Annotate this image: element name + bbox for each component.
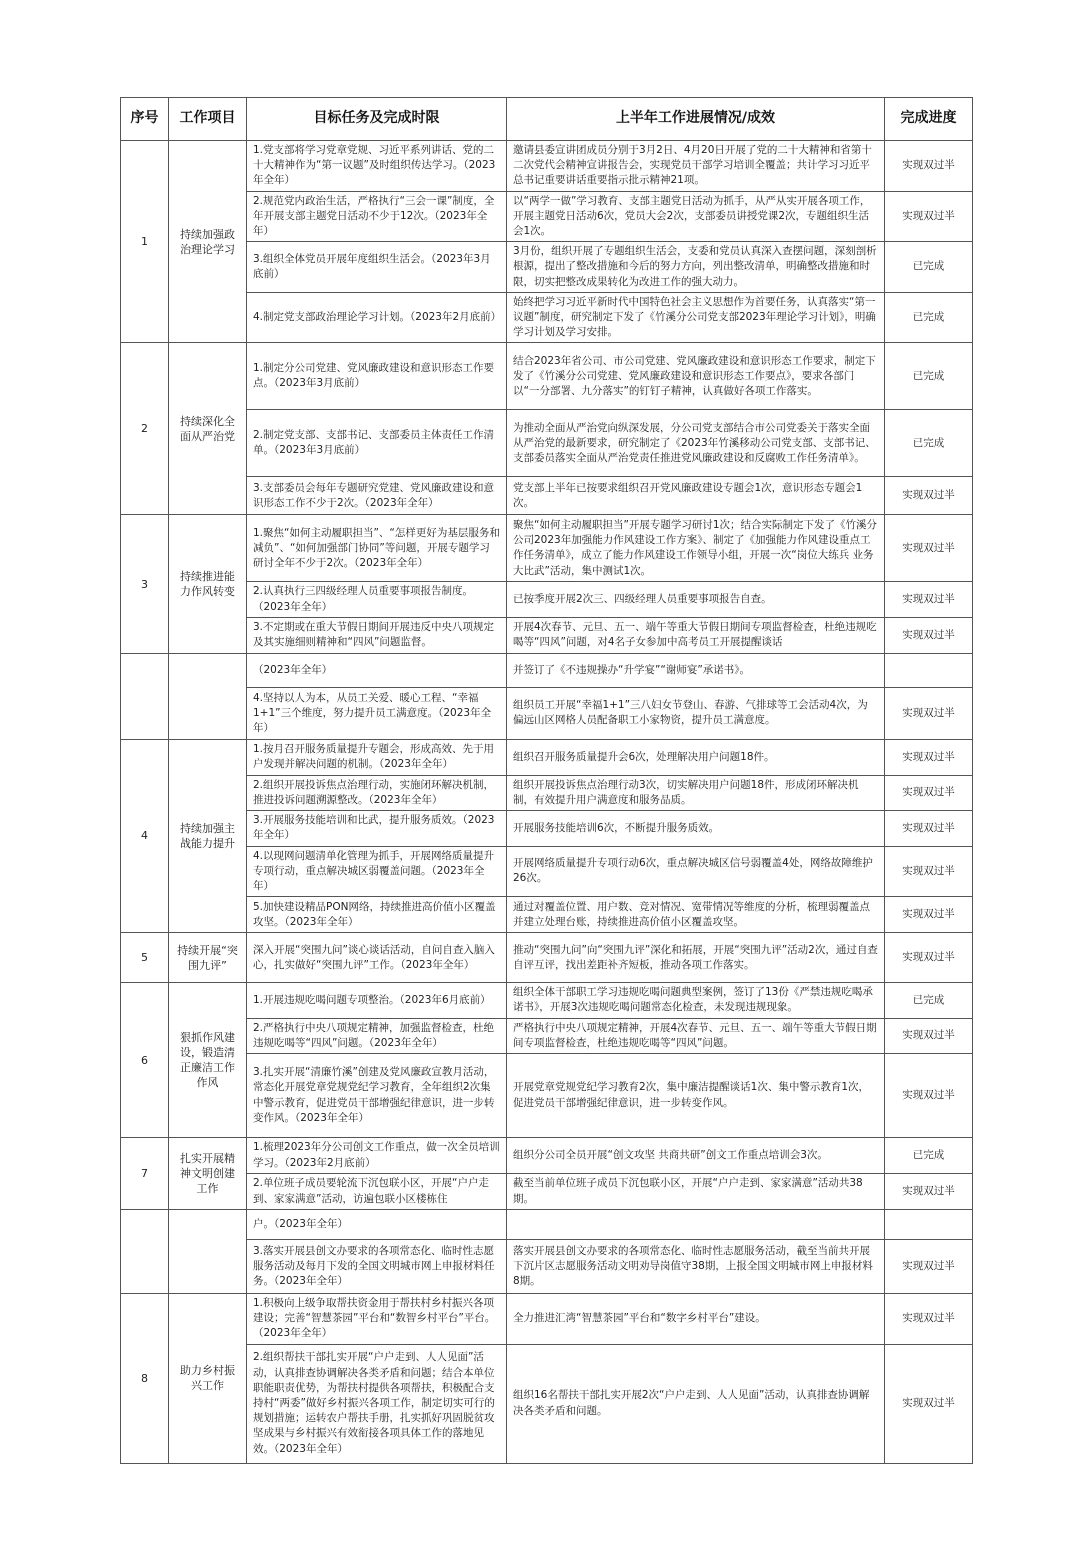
table-row <box>121 582 973 617</box>
work-item: 持续推进能力作风转变 <box>169 515 247 653</box>
task-cell: 1.开展违规吃喝问题专项整治。（2023年6月底前） <box>247 983 507 1018</box>
task-cell: 3.扎实开展“清廉竹溪”创建及党风廉政宣教月活动，常态化开展党章党规党纪学习教育，全年组织2次集中警示教育，促进党员干部增强纪律意识，进一步转变作风。（2023年全年） <box>247 1054 507 1138</box>
status-cell: 实现双过半 <box>885 1240 973 1294</box>
task-cell: 1.制定分公司党建、党风廉政建设和意识形态工作要点。（2023年3月底前） <box>247 343 507 410</box>
table-row <box>121 1174 973 1210</box>
task-cell: 3.开展服务技能培训和比武，提升服务质效。（2023年全年） <box>247 811 507 846</box>
header-progress: 上半年工作进展情况/成效 <box>507 98 885 141</box>
row-number: 7 <box>121 1138 169 1210</box>
status-cell: 已完成 <box>885 410 973 477</box>
status-cell: 实现双过半 <box>885 1294 973 1345</box>
table-row <box>121 242 973 293</box>
status-cell: 实现双过半 <box>885 1018 973 1053</box>
task-cell: 1.聚焦“如何主动履职担当”、“怎样更好为基层服务和减负”、“如何加强部门协同”等问题，开展专题学习研讨全年不少于2次。（2023年全年） <box>247 515 507 582</box>
work-item: 持续深化全面从严治党 <box>169 343 247 515</box>
work-item: 扎实开展精神文明创建工作 <box>169 1138 247 1210</box>
table-row <box>121 141 973 192</box>
status-cell: 实现双过半 <box>885 933 973 983</box>
status-cell: 实现双过半 <box>885 1174 973 1210</box>
progress-cell: 邀请县委宣讲团成员分别于3月2日、4月20日开展了党的二十大精神和省第十二次党代会精神宣讲报告会，实现党员干部学习培训全覆盖；共计学习习近平总书记重要讲话重要指示批示精神21项。 <box>507 141 885 192</box>
table-row <box>121 897 973 933</box>
status-cell: 实现双过半 <box>885 617 973 653</box>
table-row <box>121 1138 973 1174</box>
progress-cell: 已按季度开展2次三、四级经理人员重要事项报告自查。 <box>507 582 885 617</box>
progress-cell: 严格执行中央八项规定精神，开展4次春节、元旦、五一、端午等重大节假日期间专项监督检查，杜绝违规吃喝等“四风”问题。 <box>507 1018 885 1053</box>
status-cell: 已完成 <box>885 1138 973 1174</box>
task-cell: 2.严格执行中央八项规定精神，加强监督检查，杜绝违规吃喝等“四风”问题。（2023年全年） <box>247 1018 507 1053</box>
progress-cell: 落实开展县创文办要求的各项常态化、临时性志愿服务活动，截至当前共开展下沉片区志愿服务活动文明劝导岗值守38期，上报全国文明城市网上申报材料8期。 <box>507 1240 885 1294</box>
task-cell: 4.以现网问题清单化管理为抓手，开展网络质量提升专项行动，重点解决城区弱覆盖问题。（2023年全年） <box>247 846 507 897</box>
header-seq: 序号 <box>121 98 169 141</box>
status-cell <box>885 653 973 687</box>
progress-cell: 始终把学习习近平新时代中国特色社会主义思想作为首要任务，认真落实“第一议题”制度，研究制定下发了《竹溪分公司党支部2023年理论学习计划》，明确学习计划及学习安排。 <box>507 292 885 343</box>
table-row <box>121 1018 973 1053</box>
status-cell: 已完成 <box>885 292 973 343</box>
task-cell: 3.不定期或在重大节假日期间开展违反中央八项规定及其实施细则精神和“四风”问题监督。 <box>247 617 507 653</box>
table-row <box>121 343 973 410</box>
table-row <box>121 933 973 983</box>
task-cell: 4.坚持以人为本，从员工关爱、暖心工程、“幸福1+1”三个维度，努力提升员工满意度。（2023年全年） <box>247 687 507 739</box>
table-row <box>121 1344 973 1463</box>
status-cell <box>885 1210 973 1240</box>
progress-cell: 结合2023年省公司、市公司党建、党风廉政建设和意识形态工作要求，制定下发了《竹溪分公司党建、党风廉政建设和意识形态工作要点》，要求各部门以“一分部署、九分落实”的钉钉子精神，认真做好各项工作落实。 <box>507 343 885 410</box>
table-row <box>121 1294 973 1345</box>
task-cell: 户。（2023年全年） <box>247 1210 507 1240</box>
table-row <box>121 983 973 1018</box>
row-number <box>121 653 169 739</box>
progress-cell: 以“两学一做”学习教育、支部主题党日活动为抓手，从严从实开展各项工作，开展主题党日活动6次，党员大会2次，支部委员讲授党课2次，专题组织生活会1次。 <box>507 191 885 242</box>
status-cell: 已完成 <box>885 242 973 293</box>
status-cell: 实现双过半 <box>885 775 973 810</box>
progress-cell <box>507 1210 885 1240</box>
progress-cell: 推动“突围九问”向“突围九评”深化和拓展，开展“突围九评”活动2次，通过自查自评互评，找出差距补齐短板，推动各项工作落实。 <box>507 933 885 983</box>
status-cell: 实现双过半 <box>885 687 973 739</box>
table-row <box>121 515 973 582</box>
table-row <box>121 687 973 739</box>
header-item: 工作项目 <box>169 98 247 141</box>
status-cell: 实现双过半 <box>885 846 973 897</box>
row-number: 6 <box>121 983 169 1138</box>
work-progress-table <box>120 97 973 1464</box>
table-row <box>121 410 973 477</box>
progress-cell: 组织分公司全员开展“创文攻坚 共商共研”创文工作重点培训会3次。 <box>507 1138 885 1174</box>
status-cell: 实现双过半 <box>885 515 973 582</box>
row-number: 1 <box>121 141 169 343</box>
progress-cell: 组织16名帮扶干部扎实开展2次“户户走到、人人见面”活动，认真排查协调解决各类矛盾和问题。 <box>507 1344 885 1463</box>
progress-cell: 开展党章党规党纪学习教育2次，集中廉洁提醒谈话1次、集中警示教育1次，促进党员干部增强纪律意识，进一步转变作风。 <box>507 1054 885 1138</box>
work-item: 助力乡村振兴工作 <box>169 1294 247 1464</box>
progress-cell: 通过对覆盖位置、用户数、竞对情况、宽带情况等维度的分析，梳理弱覆盖点并建立处理台账，持续推进高价值小区覆盖攻坚。 <box>507 897 885 933</box>
header-task: 目标任务及完成时限 <box>247 98 507 141</box>
status-cell: 实现双过半 <box>885 811 973 846</box>
status-cell: 实现双过半 <box>885 1054 973 1138</box>
task-cell: 1.积极向上级争取帮扶资金用于帮扶村乡村振兴各项建设；完善“智慧茶园”平台和“数智乡村平台”平台。（2023年全年） <box>247 1294 507 1345</box>
task-cell: 4.制定党支部政治理论学习计划。（2023年2月底前） <box>247 292 507 343</box>
table-row <box>121 1054 973 1138</box>
table-row <box>121 846 973 897</box>
row-number: 5 <box>121 933 169 983</box>
status-cell: 实现双过半 <box>885 897 973 933</box>
task-cell: 1.按月召开服务质量提升专题会，形成高效、先于用户发现并解决问题的机制。（2023年全年） <box>247 739 507 775</box>
task-cell: 2.规范党内政治生活，严格执行“三会一课”制度，全年开展支部主题党日活动不少于12次。（2023年全年） <box>247 191 507 242</box>
table-row <box>121 477 973 515</box>
progress-cell: 组织开展投诉焦点治理行动3次，切实解决用户问题18件，形成闭环解决机制，有效提升用户满意度和服务品质。 <box>507 775 885 810</box>
table-row <box>121 653 973 687</box>
table-row <box>121 292 973 343</box>
task-cell: 1.党支部将学习党章党规、习近平系列讲话、党的二十大精神作为“第一议题”及时组织传达学习。（2023年全年） <box>247 141 507 192</box>
task-cell: （2023年全年） <box>247 653 507 687</box>
task-cell: 2.组织帮扶干部扎实开展“户户走到、人人见面”活动，认真排查协调解决各类矛盾和问题；结合本单位职能职责优势，为帮扶村提供各项帮扶，积极配合支持村“两委”做好乡村振兴各项工作，制定切实可行的规划措施；运转农户帮扶手册，扎实抓好巩固脱贫攻坚成果与乡村振兴有效衔接各项具体工作的落地见效。（2023年全年） <box>247 1344 507 1463</box>
task-cell: 深入开展“突围九问”谈心谈话活动，自问自查入脑入心，扎实做好“突围九评”工作。（2023年全年） <box>247 933 507 983</box>
status-cell: 实现双过半 <box>885 141 973 192</box>
status-cell: 已完成 <box>885 343 973 410</box>
progress-cell: 3月份，组织开展了专题组织生活会，支委和党员认真深入查摆问题，深刻剖析根源，提出了整改措施和今后的努力方向，列出整改清单，明确整改措施和时限，切实把整改成果转化为改进工作的强大动力。 <box>507 242 885 293</box>
progress-cell: 为推动全面从严治党向纵深发展，分公司党支部结合市公司党委关于落实全面从严治党的最新要求，研究制定了《2023年竹溪移动公司党支部、支部书记、支部委员落实全面从严治党责任推进党风廉政建设和反腐败工作任务清单》。 <box>507 410 885 477</box>
table-row <box>121 811 973 846</box>
status-cell: 实现双过半 <box>885 191 973 242</box>
progress-cell: 组织召开服务质量提升会6次，处理解决用户问题18件。 <box>507 739 885 775</box>
task-cell: 2.组织开展投诉焦点治理行动，实施闭环解决机制，推进投诉问题溯源整改。（2023年全年） <box>247 775 507 810</box>
table-row <box>121 739 973 775</box>
progress-cell: 并签订了《不违规操办“升学宴”“谢师宴”承诺书》。 <box>507 653 885 687</box>
task-cell: 3.组织全体党员开展年度组织生活会。（2023年3月底前） <box>247 242 507 293</box>
table-row <box>121 1210 973 1240</box>
row-number: 3 <box>121 515 169 653</box>
task-cell: 3.支部委员会每年专题研究党建、党风廉政建设和意识形态工作不少于2次。（2023年全年） <box>247 477 507 515</box>
row-number: 8 <box>121 1294 169 1464</box>
progress-cell: 党支部上半年已按要求组织召开党风廉政建设专题会1次，意识形态专题会1次。 <box>507 477 885 515</box>
task-cell: 1.梳理2023年分公司创文工作重点，做一次全员培训学习。（2023年2月底前） <box>247 1138 507 1174</box>
work-item <box>169 1210 247 1294</box>
row-number: 4 <box>121 739 169 932</box>
table-row <box>121 617 973 653</box>
table-row <box>121 775 973 810</box>
progress-cell: 全力推进汇湾“智慧茶园”平台和“数字乡村平台”建设。 <box>507 1294 885 1345</box>
row-number: 2 <box>121 343 169 515</box>
work-item: 持续加强主战能力提升 <box>169 739 247 932</box>
status-cell: 实现双过半 <box>885 477 973 515</box>
header-status: 完成进度 <box>885 98 973 141</box>
progress-cell: 开展网络质量提升专项行动6次，重点解决城区信号弱覆盖4处，网络故障维护26次。 <box>507 846 885 897</box>
progress-cell: 组织全体干部职工学习违规吃喝问题典型案例，签订了13份《严禁违规吃喝承诺书》，开展3次违规吃喝问题常态化检查，未发现违规现象。 <box>507 983 885 1018</box>
work-item <box>169 653 247 739</box>
task-cell: 2.单位班子成员要轮流下沉包联小区，开展“户户走到、家家满意”活动，访遍包联小区楼栋住 <box>247 1174 507 1210</box>
task-cell: 5.加快建设精品PON网络，持续推进高价值小区覆盖攻坚。（2023年全年） <box>247 897 507 933</box>
table-row <box>121 1240 973 1294</box>
progress-cell: 开展服务技能培训6次，不断提升服务质效。 <box>507 811 885 846</box>
table-row <box>121 191 973 242</box>
task-cell: 3.落实开展县创文办要求的各项常态化、临时性志愿服务活动及每月下发的全国文明城市网上申报材料任务。（2023年全年） <box>247 1240 507 1294</box>
progress-cell: 开展4次春节、元旦、五一、端午等重大节假日期间专项监督检查，杜绝违规吃喝等“四风”问题，对4名子女参加中高考员工开展提醒谈话 <box>507 617 885 653</box>
task-cell: 2.认真执行三四级经理人员重要事项报告制度。（2023年全年） <box>247 582 507 617</box>
progress-cell: 聚焦“如何主动履职担当”开展专题学习研讨1次；结合实际制定下发了《竹溪分公司2023年加强能力作风建设工作方案》、制定了《加强能力作风建设重点工作任务清单》，成立了能力作风建设工作领导小组，开展一次“岗位大练兵 业务大比武”活动，集中测试1次。 <box>507 515 885 582</box>
progress-cell: 组织员工开展“幸福1+1”三八妇女节登山、春游、气排球等工会活动4次，为偏远山区网格人员配备职工小家物资，提升员工满意度。 <box>507 687 885 739</box>
task-cell: 2.制定党支部、支部书记、支部委员主体责任工作清单。（2023年3月底前） <box>247 410 507 477</box>
status-cell: 实现双过半 <box>885 582 973 617</box>
row-number <box>121 1210 169 1294</box>
header-row <box>121 98 973 141</box>
status-cell: 实现双过半 <box>885 1344 973 1463</box>
status-cell: 已完成 <box>885 983 973 1018</box>
work-item: 持续开展“突围九评” <box>169 933 247 983</box>
work-item: 持续加强政治理论学习 <box>169 141 247 343</box>
status-cell: 实现双过半 <box>885 739 973 775</box>
work-item: 狠抓作风建设，锻造清正廉洁工作作风 <box>169 983 247 1138</box>
progress-cell: 截至当前单位班子成员下沉包联小区，开展“户户走到、家家满意”活动共38期。 <box>507 1174 885 1210</box>
